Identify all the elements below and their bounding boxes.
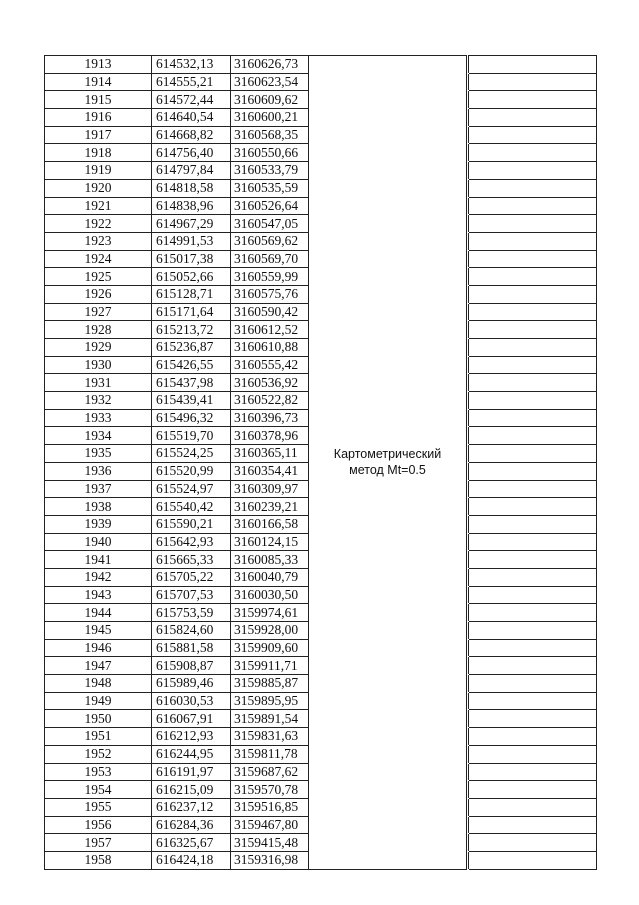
y-coordinate-cell: 3160030,50 <box>231 586 309 604</box>
x-coordinate-cell: 615496,32 <box>152 409 231 427</box>
x-coordinate-cell: 616237,12 <box>152 798 231 816</box>
y-coordinate-cell: 3160309,97 <box>231 480 309 498</box>
x-coordinate-cell: 615439,41 <box>152 392 231 410</box>
y-coordinate-cell: 3159316,98 <box>231 851 309 869</box>
coordinates-table <box>44 55 597 870</box>
point-number-cell: 1945 <box>45 622 152 640</box>
y-coordinate-cell: 3159467,80 <box>231 816 309 834</box>
y-coordinate-cell: 3160569,62 <box>231 232 309 250</box>
empty-cell <box>469 321 597 339</box>
x-coordinate-cell: 615753,59 <box>152 604 231 622</box>
point-number-cell: 1930 <box>45 356 152 374</box>
y-coordinate-cell: 3160600,21 <box>231 109 309 127</box>
point-number-cell: 1957 <box>45 834 152 852</box>
x-coordinate-cell: 615524,25 <box>152 445 231 463</box>
point-number-cell: 1922 <box>45 215 152 233</box>
x-coordinate-cell: 616325,67 <box>152 834 231 852</box>
empty-cell <box>469 109 597 127</box>
x-coordinate-cell: 616424,18 <box>152 851 231 869</box>
y-coordinate-cell: 3160550,66 <box>231 144 309 162</box>
point-number-cell: 1947 <box>45 657 152 675</box>
x-coordinate-cell: 615052,66 <box>152 268 231 286</box>
y-coordinate-cell: 3159895,95 <box>231 692 309 710</box>
y-coordinate-cell: 3160526,64 <box>231 197 309 215</box>
x-coordinate-cell: 614818,58 <box>152 179 231 197</box>
x-coordinate-cell: 615590,21 <box>152 515 231 533</box>
point-number-cell: 1954 <box>45 781 152 799</box>
x-coordinate-cell: 616215,09 <box>152 781 231 799</box>
point-number-cell: 1943 <box>45 586 152 604</box>
y-coordinate-cell: 3160378,96 <box>231 427 309 445</box>
x-coordinate-cell: 615540,42 <box>152 498 231 516</box>
y-coordinate-cell: 3160365,11 <box>231 445 309 463</box>
y-coordinate-cell: 3159687,62 <box>231 763 309 781</box>
y-coordinate-cell: 3160124,15 <box>231 533 309 551</box>
empty-cell <box>469 692 597 710</box>
point-number-cell: 1956 <box>45 816 152 834</box>
point-number-cell: 1915 <box>45 91 152 109</box>
empty-cell <box>469 816 597 834</box>
x-coordinate-cell: 615236,87 <box>152 339 231 357</box>
empty-cell <box>469 374 597 392</box>
point-number-cell: 1925 <box>45 268 152 286</box>
empty-cell <box>469 533 597 551</box>
point-number-cell: 1916 <box>45 109 152 127</box>
point-number-cell: 1942 <box>45 568 152 586</box>
point-number-cell: 1937 <box>45 480 152 498</box>
empty-cell <box>469 568 597 586</box>
empty-cell <box>469 728 597 746</box>
empty-cell <box>469 356 597 374</box>
empty-cell <box>469 445 597 463</box>
point-number-cell: 1918 <box>45 144 152 162</box>
y-coordinate-cell: 3159516,85 <box>231 798 309 816</box>
y-coordinate-cell: 3160533,79 <box>231 162 309 180</box>
x-coordinate-cell: 615707,53 <box>152 586 231 604</box>
y-coordinate-cell: 3159974,61 <box>231 604 309 622</box>
empty-cell <box>469 657 597 675</box>
point-number-cell: 1917 <box>45 126 152 144</box>
x-coordinate-cell: 614532,13 <box>152 56 231 74</box>
x-coordinate-cell: 615171,64 <box>152 303 231 321</box>
x-coordinate-cell: 615824,60 <box>152 622 231 640</box>
empty-cell <box>469 427 597 445</box>
point-number-cell: 1958 <box>45 851 152 869</box>
empty-cell <box>469 586 597 604</box>
point-number-cell: 1926 <box>45 285 152 303</box>
y-coordinate-cell: 3160612,52 <box>231 321 309 339</box>
empty-cell <box>469 73 597 91</box>
y-coordinate-cell: 3160569,70 <box>231 250 309 268</box>
empty-cell <box>469 498 597 516</box>
point-number-cell: 1952 <box>45 745 152 763</box>
x-coordinate-cell: 614640,54 <box>152 109 231 127</box>
empty-cell <box>469 798 597 816</box>
y-coordinate-cell: 3160568,35 <box>231 126 309 144</box>
point-number-cell: 1927 <box>45 303 152 321</box>
x-coordinate-cell: 615705,22 <box>152 568 231 586</box>
y-coordinate-cell: 3159831,63 <box>231 728 309 746</box>
x-coordinate-cell: 616284,36 <box>152 816 231 834</box>
y-coordinate-cell: 3160626,73 <box>231 56 309 74</box>
empty-cell <box>469 834 597 852</box>
empty-cell <box>469 710 597 728</box>
x-coordinate-cell: 614797,84 <box>152 162 231 180</box>
x-coordinate-cell: 614967,29 <box>152 215 231 233</box>
x-coordinate-cell: 614838,96 <box>152 197 231 215</box>
point-number-cell: 1923 <box>45 232 152 250</box>
y-coordinate-cell: 3159415,48 <box>231 834 309 852</box>
x-coordinate-cell: 615520,99 <box>152 462 231 480</box>
point-number-cell: 1934 <box>45 427 152 445</box>
point-number-cell: 1955 <box>45 798 152 816</box>
empty-cell <box>469 144 597 162</box>
y-coordinate-cell: 3160623,54 <box>231 73 309 91</box>
empty-cell <box>469 639 597 657</box>
y-coordinate-cell: 3160610,88 <box>231 339 309 357</box>
y-coordinate-cell: 3160396,73 <box>231 409 309 427</box>
y-coordinate-cell: 3160609,62 <box>231 91 309 109</box>
empty-cell <box>469 604 597 622</box>
y-coordinate-cell: 3160575,76 <box>231 285 309 303</box>
x-coordinate-cell: 616030,53 <box>152 692 231 710</box>
point-number-cell: 1929 <box>45 339 152 357</box>
empty-cell <box>469 781 597 799</box>
empty-cell <box>469 339 597 357</box>
empty-cell <box>469 515 597 533</box>
x-coordinate-cell: 616191,97 <box>152 763 231 781</box>
point-number-cell: 1932 <box>45 392 152 410</box>
x-coordinate-cell: 614572,44 <box>152 91 231 109</box>
empty-cell <box>469 232 597 250</box>
point-number-cell: 1950 <box>45 710 152 728</box>
y-coordinate-cell: 3159885,87 <box>231 675 309 693</box>
point-number-cell: 1920 <box>45 179 152 197</box>
point-number-cell: 1948 <box>45 675 152 693</box>
x-coordinate-cell: 615524,97 <box>152 480 231 498</box>
empty-cell <box>469 162 597 180</box>
x-coordinate-cell: 614756,40 <box>152 144 231 162</box>
empty-cell <box>469 675 597 693</box>
point-number-cell: 1936 <box>45 462 152 480</box>
x-coordinate-cell: 615437,98 <box>152 374 231 392</box>
point-number-cell: 1914 <box>45 73 152 91</box>
point-number-cell: 1928 <box>45 321 152 339</box>
method-note-cell: Картометрический метод Mt=0.5 <box>309 56 467 870</box>
y-coordinate-cell: 3160535,59 <box>231 179 309 197</box>
empty-cell <box>469 179 597 197</box>
x-coordinate-cell: 615642,93 <box>152 533 231 551</box>
y-coordinate-cell: 3160239,21 <box>231 498 309 516</box>
empty-cell <box>469 91 597 109</box>
x-coordinate-cell: 615908,87 <box>152 657 231 675</box>
y-coordinate-cell: 3160166,58 <box>231 515 309 533</box>
empty-cell <box>469 551 597 569</box>
empty-cell <box>469 285 597 303</box>
point-number-cell: 1933 <box>45 409 152 427</box>
x-coordinate-cell: 615881,58 <box>152 639 231 657</box>
point-number-cell: 1938 <box>45 498 152 516</box>
empty-cell <box>469 622 597 640</box>
x-coordinate-cell: 615426,55 <box>152 356 231 374</box>
x-coordinate-cell: 615519,70 <box>152 427 231 445</box>
point-number-cell: 1949 <box>45 692 152 710</box>
y-coordinate-cell: 3160354,41 <box>231 462 309 480</box>
point-number-cell: 1935 <box>45 445 152 463</box>
x-coordinate-cell: 615213,72 <box>152 321 231 339</box>
empty-cell <box>469 197 597 215</box>
point-number-cell: 1946 <box>45 639 152 657</box>
y-coordinate-cell: 3159891,54 <box>231 710 309 728</box>
empty-cell <box>469 392 597 410</box>
point-number-cell: 1941 <box>45 551 152 569</box>
empty-cell <box>469 851 597 869</box>
table-row <box>45 56 597 74</box>
x-coordinate-cell: 616212,93 <box>152 728 231 746</box>
empty-cell <box>469 126 597 144</box>
point-number-cell: 1919 <box>45 162 152 180</box>
empty-cell <box>469 56 597 74</box>
x-coordinate-cell: 615017,38 <box>152 250 231 268</box>
empty-cell <box>469 409 597 427</box>
point-number-cell: 1939 <box>45 515 152 533</box>
y-coordinate-cell: 3160536,92 <box>231 374 309 392</box>
point-number-cell: 1944 <box>45 604 152 622</box>
empty-cell <box>469 480 597 498</box>
x-coordinate-cell: 614555,21 <box>152 73 231 91</box>
empty-cell <box>469 763 597 781</box>
x-coordinate-cell: 615128,71 <box>152 285 231 303</box>
y-coordinate-cell: 3160555,42 <box>231 356 309 374</box>
empty-cell <box>469 745 597 763</box>
y-coordinate-cell: 3159911,71 <box>231 657 309 675</box>
x-coordinate-cell: 616067,91 <box>152 710 231 728</box>
y-coordinate-cell: 3160085,33 <box>231 551 309 569</box>
x-coordinate-cell: 614991,53 <box>152 232 231 250</box>
y-coordinate-cell: 3159928,00 <box>231 622 309 640</box>
point-number-cell: 1921 <box>45 197 152 215</box>
empty-cell <box>469 462 597 480</box>
point-number-cell: 1913 <box>45 56 152 74</box>
y-coordinate-cell: 3160559,99 <box>231 268 309 286</box>
x-coordinate-cell: 615665,33 <box>152 551 231 569</box>
point-number-cell: 1951 <box>45 728 152 746</box>
empty-cell <box>469 303 597 321</box>
x-coordinate-cell: 615989,46 <box>152 675 231 693</box>
point-number-cell: 1931 <box>45 374 152 392</box>
empty-cell <box>469 250 597 268</box>
x-coordinate-cell: 614668,82 <box>152 126 231 144</box>
empty-cell <box>469 268 597 286</box>
y-coordinate-cell: 3160040,79 <box>231 568 309 586</box>
y-coordinate-cell: 3159811,78 <box>231 745 309 763</box>
y-coordinate-cell: 3159570,78 <box>231 781 309 799</box>
y-coordinate-cell: 3160547,05 <box>231 215 309 233</box>
point-number-cell: 1953 <box>45 763 152 781</box>
point-number-cell: 1924 <box>45 250 152 268</box>
y-coordinate-cell: 3159909,60 <box>231 639 309 657</box>
point-number-cell: 1940 <box>45 533 152 551</box>
x-coordinate-cell: 616244,95 <box>152 745 231 763</box>
y-coordinate-cell: 3160590,42 <box>231 303 309 321</box>
coordinates-table-body <box>45 56 597 870</box>
y-coordinate-cell: 3160522,82 <box>231 392 309 410</box>
empty-cell <box>469 215 597 233</box>
